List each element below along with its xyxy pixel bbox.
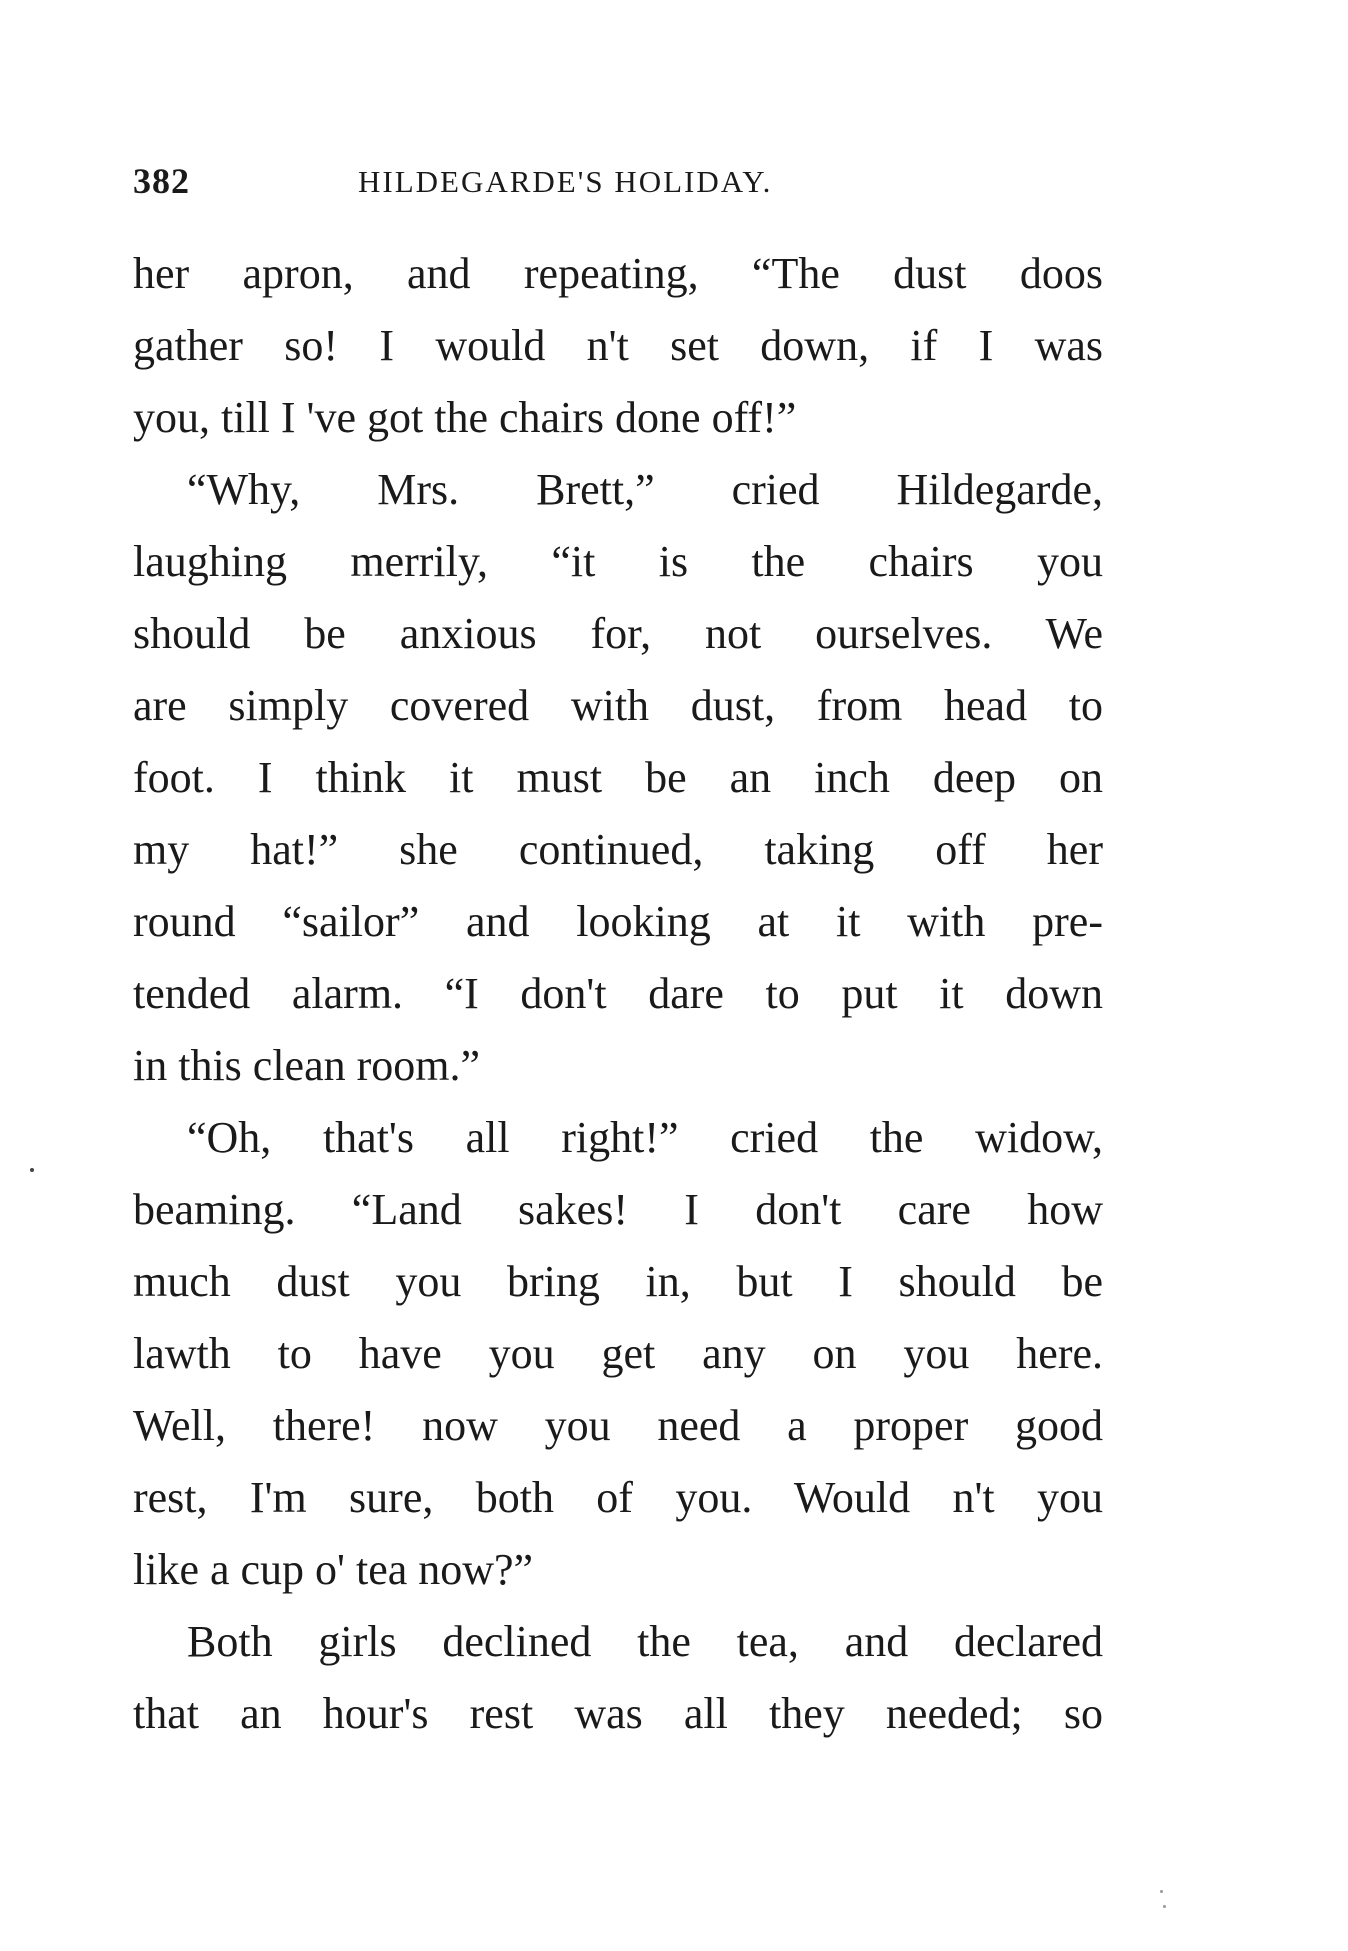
text-line: that an hour's rest was all they needed; so: [133, 1689, 1103, 1738]
body-text: [133, 238, 1103, 1750]
running-title: HILDEGARDE'S HOLIDAY.: [358, 164, 773, 199]
ink-speck: [30, 1168, 34, 1172]
text-line: “Why, Mrs. Brett,” cried Hildegarde,: [187, 465, 1103, 514]
text-line: lawth to have you get any on you here.: [133, 1329, 1103, 1378]
text-line: should be anxious for, not ourselves. We: [133, 609, 1103, 658]
page-number: 382: [133, 161, 190, 201]
text-line: rest, I'm sure, both of you. Would n't you: [133, 1473, 1103, 1522]
text-line: laughing merrily, “it is the chairs you: [133, 537, 1103, 586]
ink-speck: [1160, 1890, 1163, 1893]
text-line: her apron, and repeating, “The dust doos: [133, 249, 1103, 298]
text-line: in this clean room.”: [133, 1041, 481, 1090]
text-line: Well, there! now you need a proper good: [133, 1401, 1103, 1450]
text-line: tended alarm. “I don't dare to put it down: [133, 969, 1103, 1018]
text-line: are simply covered with dust, from head to: [133, 681, 1103, 730]
text-line: much dust you bring in, but I should be: [133, 1257, 1103, 1306]
text-line: foot. I think it must be an inch deep on: [133, 753, 1103, 802]
page-header: [133, 160, 1103, 210]
text-line: beaming. “Land sakes! I don't care how: [133, 1185, 1103, 1234]
text-line: you, till I 've got the chairs done off!”: [133, 393, 797, 442]
text-line: gather so! I would n't set down, if I was: [133, 321, 1103, 370]
ink-speck: [1163, 1905, 1166, 1908]
text-line: Both girls declined the tea, and declared: [187, 1617, 1103, 1666]
text-line: round “sailor” and looking at it with pre-: [133, 897, 1103, 946]
text-line: “Oh, that's all right!” cried the widow,: [187, 1113, 1103, 1162]
text-line: like a cup o' tea now?”: [133, 1545, 534, 1594]
text-line: my hat!” she continued, taking off her: [133, 825, 1103, 874]
